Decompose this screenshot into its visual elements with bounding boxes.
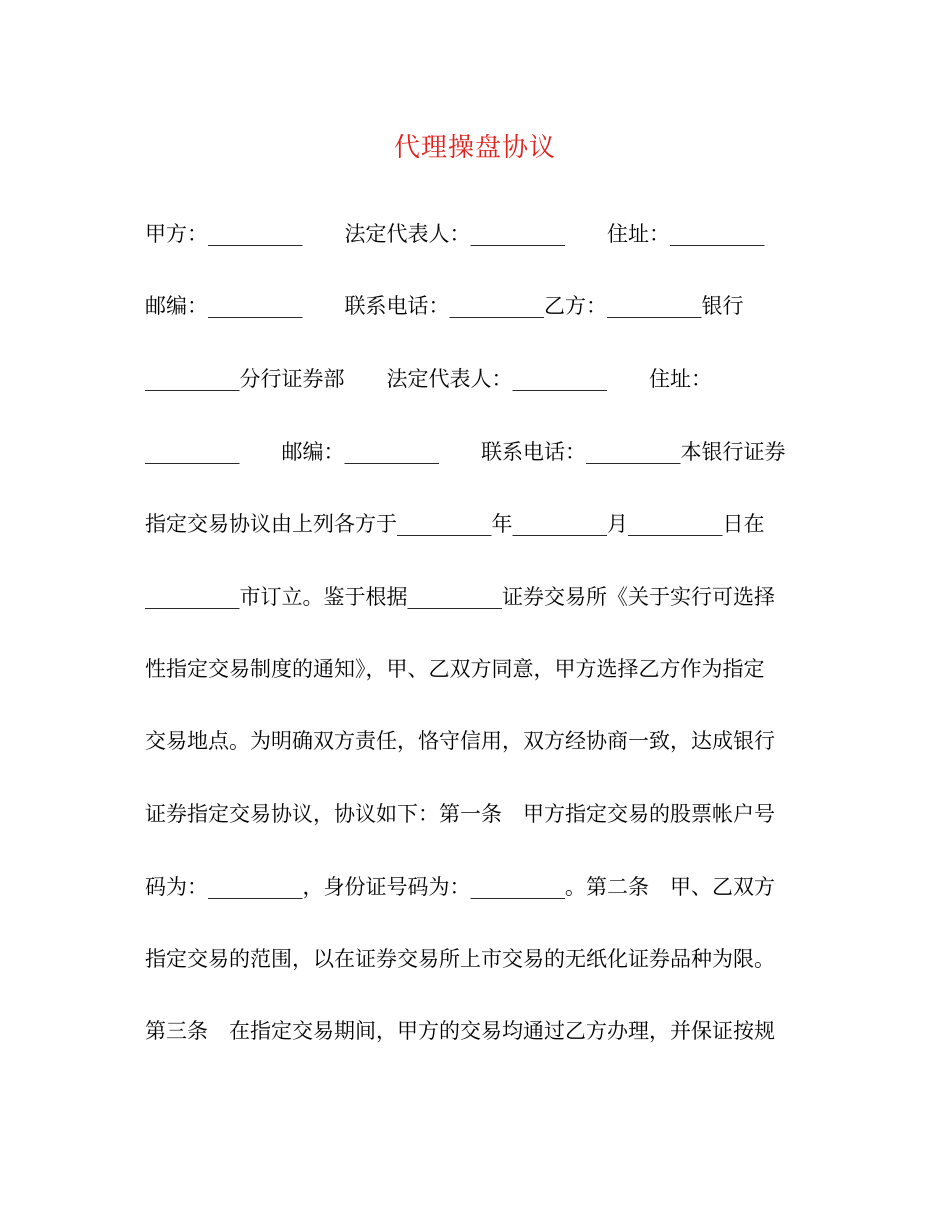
body-line-9: 证券指定交易协议，协议如下：第一条 甲方指定交易的股票帐户号 (145, 802, 775, 826)
body-line-4: _________ 邮编：_________ 联系电话：_________本银行证券 (145, 440, 786, 464)
body-line-2: 邮编：_________ 联系电话：_________乙方：_________银行 (145, 294, 744, 318)
body-line-12: 第三条 在指定交易期间，甲方的交易均通过乙方办理，并保证按规 (145, 1019, 775, 1043)
body-line-11: 指定交易的范围，以在证券交易所上市交易的无纸化证券品种为限。 (145, 947, 775, 971)
body-line-5: 指定交易协议由上列各方于_________年_________月_________日在 (145, 512, 765, 536)
body-line-3: _________分行证券部 法定代表人：_________ 住址： (145, 367, 712, 391)
body-line-6: _________市订立。鉴于根据_________证券交易所《关于实行可选择 (145, 585, 775, 609)
body-line-7: 性指定交易制度的通知》，甲、乙双方同意，甲方选择乙方作为指定 (145, 657, 765, 681)
document-title: 代理操盘协议 (393, 133, 556, 163)
body-line-10: 码为：_________，身份证号码为：_________。第二条 甲、乙双方 (145, 875, 775, 899)
body-line-8: 交易地点。为明确双方责任，恪守信用，双方经协商一致，达成银行 (145, 729, 775, 753)
body-line-1: 甲方：_________ 法定代表人：_________ 住址：_________ (145, 222, 765, 246)
